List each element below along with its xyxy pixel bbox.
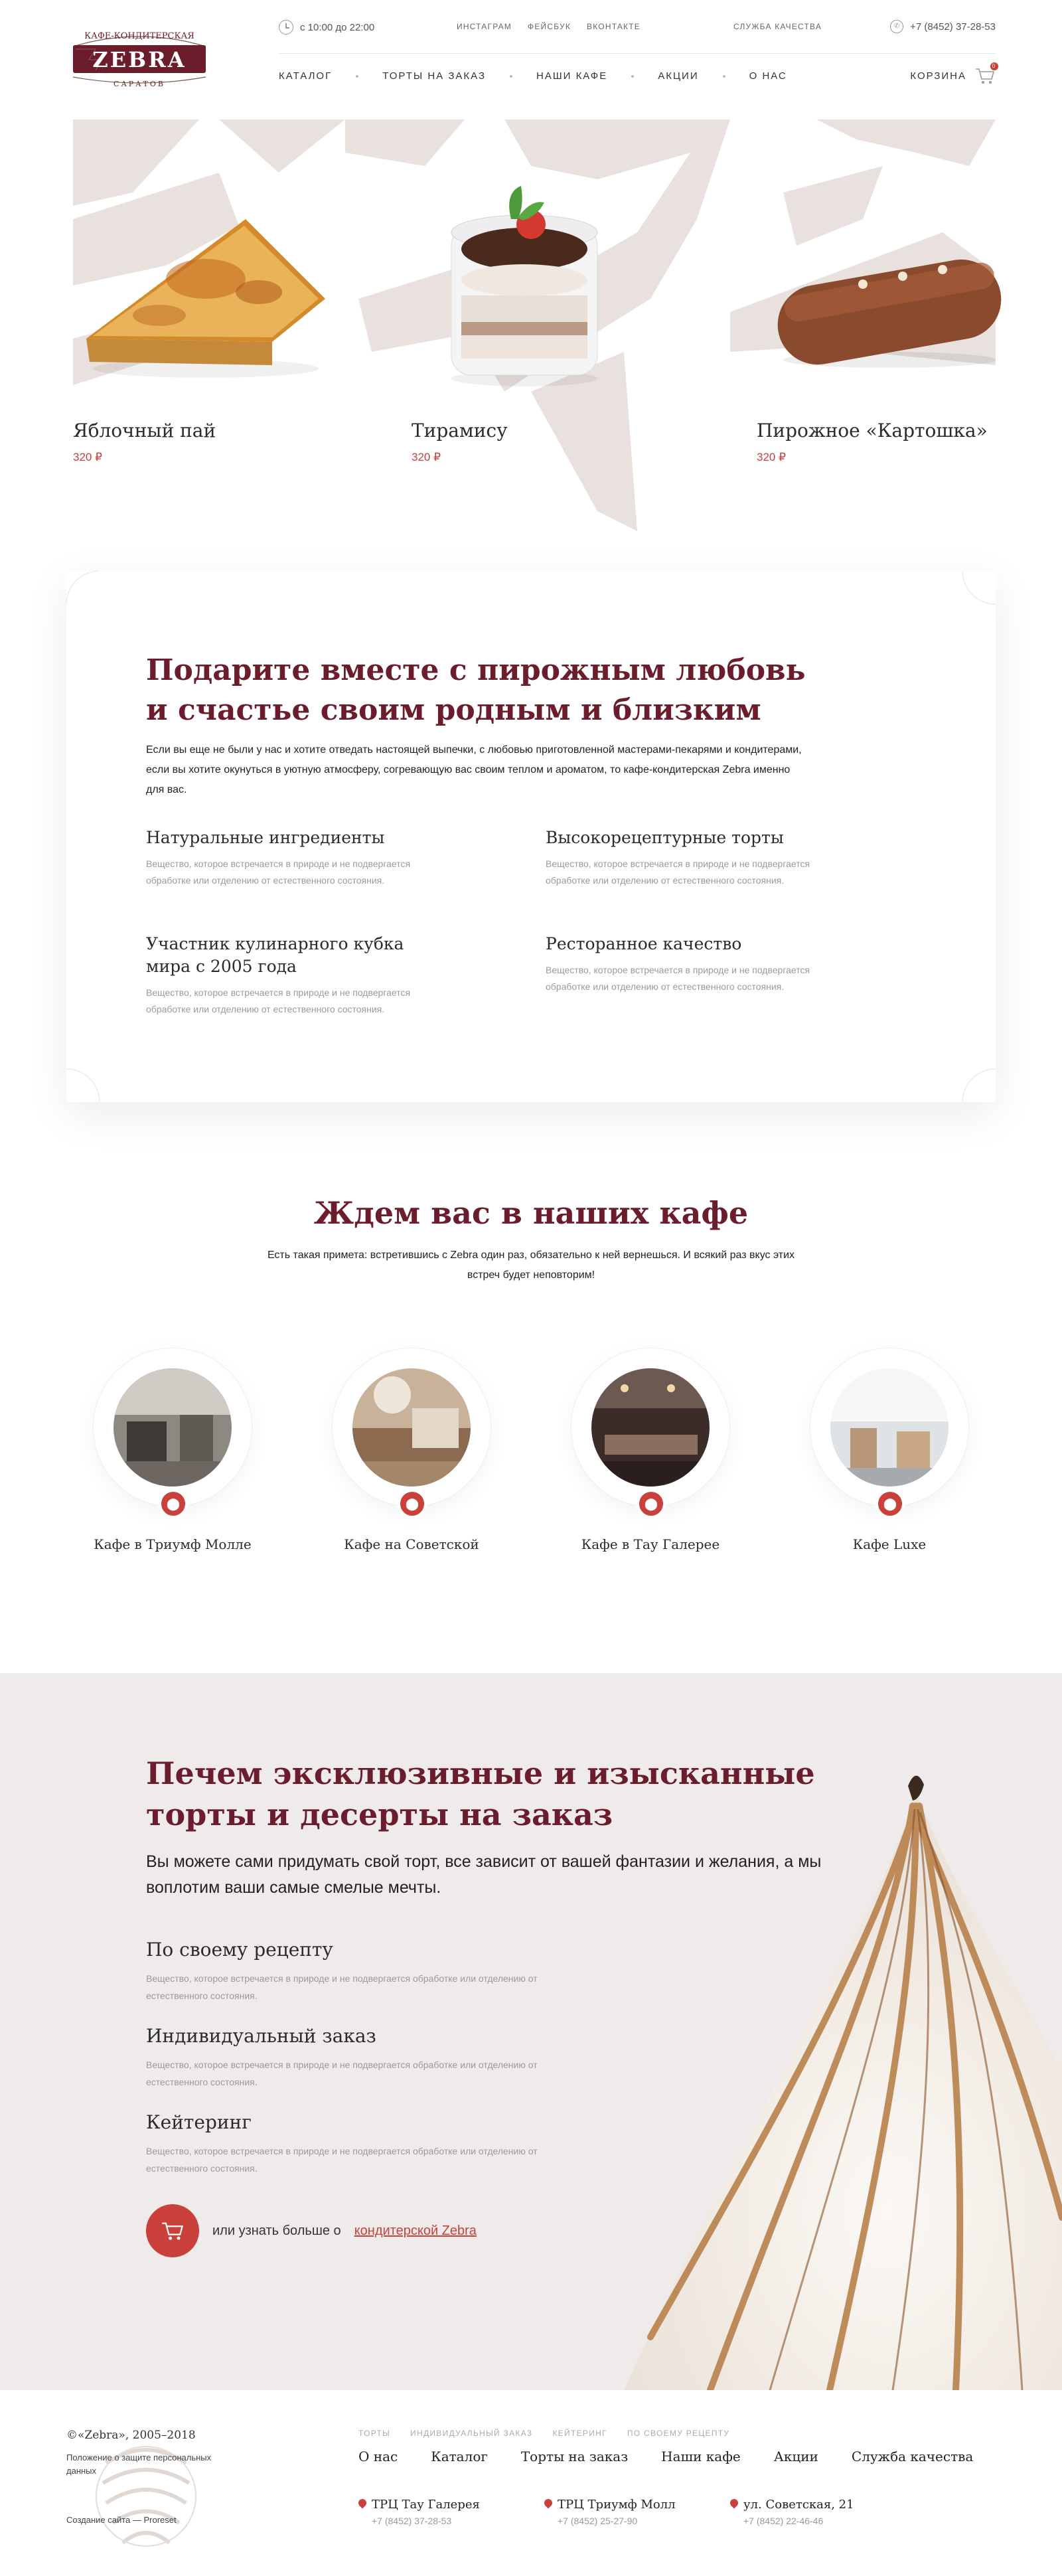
feature-item (546, 933, 851, 995)
nav-separator (723, 75, 725, 78)
card-corner-decoration (66, 571, 106, 611)
footer-address[interactable] (544, 2498, 717, 2526)
cakes-title: Печем эксклюзивные и изысканные торты и десерты на заказ (146, 1755, 815, 1832)
svg-text:САРАТОВ: САРАТОВ (114, 80, 165, 88)
working-hours (279, 20, 374, 35)
svg-text:КАФЕ-КОНДИТЕРСКАЯ: КАФЕ-КОНДИТЕРСКАЯ (84, 31, 194, 41)
product-card[interactable] (412, 420, 508, 464)
social-link-vk[interactable]: ВКОНТАКТЕ (587, 22, 641, 31)
nav-item-catalog[interactable]: КАТАЛОГ (279, 70, 333, 82)
feature-description: Вещество, которое встречается в природе и не подвергается обработке или отделению от естественного состояния. (546, 965, 810, 992)
nav-item-our-cafes[interactable]: НАШИ КАФЕ (536, 70, 608, 82)
address-phone: +7 (8452) 37-28-53 (372, 2516, 452, 2526)
address-name: ТРЦ Триумф Молл (544, 2498, 717, 2512)
footer-nav-about[interactable]: О нас (358, 2449, 398, 2464)
feature-title: Натуральные ингредиенты (146, 828, 385, 847)
cart-icon (974, 63, 997, 85)
header-phone[interactable] (890, 20, 996, 33)
feature-item (546, 827, 851, 889)
svg-text:ZЕBRA: ZЕBRA (92, 47, 187, 72)
zebra-watermark-icon (93, 2423, 199, 2563)
address-phone: +7 (8452) 22-46-46 (743, 2516, 824, 2526)
product-price: 320 ₽ (757, 451, 786, 463)
cafe-photo (591, 1368, 710, 1487)
cafe-photo-ring (571, 1348, 730, 1510)
cafe-card[interactable] (312, 1348, 511, 1552)
product-price: 320 ₽ (73, 451, 102, 463)
quality-service-link[interactable]: СЛУЖБА КАЧЕСТВА (733, 22, 822, 31)
cafes-lead: Есть такая примета: встретившись с Zebra один раз, обязательно к ней вернешься. И всякий раз вкус этих встреч будет неповторим! (267, 1249, 795, 1281)
service-title: По своему рецепту (146, 1939, 333, 1961)
cart-order-button[interactable] (146, 2204, 199, 2257)
map-pin-icon[interactable]: ⬤ (875, 1489, 905, 1518)
apple-pie-image[interactable] (73, 199, 339, 385)
cafe-photo-ring (810, 1348, 969, 1510)
footer-nav-promotions[interactable]: Акции (773, 2449, 818, 2464)
made-by-link[interactable]: Создание сайта — Proreset (66, 2515, 177, 2525)
main-nav (279, 70, 787, 82)
about-zebra-link[interactable]: кондитерской Zebra (354, 2223, 477, 2238)
cart-icon (161, 2220, 185, 2241)
service-item[interactable] (146, 1939, 544, 2004)
cafe-card[interactable] (73, 1348, 272, 1552)
cafe-card[interactable] (551, 1348, 750, 1552)
social-links (457, 22, 641, 31)
card-corner-decoration (956, 571, 996, 611)
cafe-name: Кафе в Триумф Молле (94, 1536, 252, 1552)
cafe-photo (830, 1368, 948, 1487)
feature-title: Ресторанное качество (546, 934, 742, 953)
address-name: ТРЦ Тау Галерея (358, 2498, 531, 2512)
about-lead: Если вы еще не были у нас и хотите отведать настоящей выпечки, с любовью приготовленной мастерами-пекарями и кондитерами, если вы хотите окунуться в уютную атмосферу, согревающую вас своим теплом и ароматом, то кафе-кондитерская Zebra именно для вас. (146, 744, 802, 795)
footer-nav-cafes[interactable]: Наши кафе (661, 2449, 741, 2464)
feature-description: Вещество, которое встречается в природе и не подвергается обработке или отделению от естественного состояния. (146, 987, 411, 1014)
cart-button[interactable] (910, 63, 997, 85)
footer-subnav-recipe[interactable]: ПО СВОЕМУ РЕЦЕПТУ (627, 2429, 730, 2438)
cafe-card[interactable] (790, 1348, 989, 1552)
clock-icon (279, 20, 293, 35)
header-top-bar (279, 20, 996, 36)
about-card (66, 571, 996, 1102)
cafe-photo (352, 1368, 471, 1487)
product-name: Пирожное «Картошка» (757, 420, 988, 442)
product-price: 320 ₽ (412, 451, 441, 463)
cta-text: или узнать больше о (212, 2223, 341, 2238)
footer-subnav-cakes[interactable]: ТОРТЫ (358, 2429, 391, 2438)
product-card[interactable] (73, 420, 216, 464)
privacy-policy-link[interactable]: Положение о защите персональных данных (66, 2453, 212, 2476)
tiramisu-image[interactable] (438, 166, 611, 392)
service-title: Индивидуальный заказ (146, 2025, 376, 2047)
phone-text: +7 (8452) 37-28-53 (910, 21, 996, 33)
service-description: Вещество, которое встречается в природе и не подвергается обработке или отделению от естественного состояния. (146, 2059, 538, 2087)
feature-title: Высокорецептурные торты (546, 828, 784, 847)
footer-nav-quality[interactable]: Служба качества (851, 2449, 974, 2464)
address-name: ул. Советская, 21 (730, 2498, 903, 2512)
service-description: Вещество, которое встречается в природе и не подвергается обработке или отделению от естественного состояния. (146, 2146, 538, 2174)
social-link-facebook[interactable]: ФЕЙСБУК (528, 22, 571, 31)
footer-subnav (358, 2429, 729, 2438)
hours-text: с 10:00 до 22:00 (300, 21, 375, 33)
address-phone: +7 (8452) 25-27-90 (558, 2516, 638, 2526)
map-pin-icon[interactable]: ⬤ (398, 1489, 427, 1518)
cafe-name: Кафе в Тау Галерее (581, 1536, 720, 1552)
cafes-title: Ждем вас в наших кафе (313, 1195, 749, 1231)
footer (0, 2390, 1062, 2576)
cafe-name: Кафе Luxe (852, 1536, 927, 1552)
zebra-logo-icon (69, 20, 210, 92)
service-item[interactable] (146, 2111, 544, 2177)
about-title: Подарите вместе с пирожным любовь и счастье своим родным и близким (146, 653, 806, 727)
order-cta (146, 2204, 477, 2257)
card-corner-decoration (66, 1062, 106, 1102)
product-name: Тирамису (412, 420, 508, 442)
card-corner-decoration (956, 1062, 996, 1102)
service-description: Вещество, которое встречается в природе и не подвергается обработке или отделению от естественного состояния. (146, 1973, 538, 2001)
nav-item-promotions[interactable]: АКЦИИ (658, 70, 699, 82)
phone-icon: ✆ (890, 20, 903, 33)
footer-address[interactable] (358, 2498, 531, 2526)
header-divider (279, 53, 996, 54)
copyright: ©«Zebra», 2005–2018 (66, 2429, 196, 2442)
cafe-name: Кафе на Советской (344, 1536, 479, 1552)
featured-products (0, 113, 1062, 538)
cakes-lead: Вы можете сами придумать свой торт, все зависит от вашей фантазии и желания, а мы воплотим ваши самые смелые мечты. (146, 1852, 822, 1897)
cafe-photo-ring (332, 1348, 491, 1510)
map-pin-icon[interactable]: ⬤ (637, 1489, 666, 1518)
product-name: Яблочный пай (73, 420, 216, 442)
feature-description: Вещество, которое встречается в природе и не подвергается обработке или отделению от естественного состояния. (546, 858, 810, 886)
map-pin-icon[interactable]: ⬤ (159, 1489, 188, 1518)
feature-description: Вещество, которое встречается в природе и не подвергается обработке или отделению от естественного состояния. (146, 858, 411, 886)
cart-label: КОРЗИНА (910, 70, 966, 82)
feature-title: Участник кулинарного кубка мира с 2005 года (146, 934, 404, 976)
feature-item (146, 827, 451, 889)
footer-subnav-catering[interactable]: КЕЙТЕРИНГ (552, 2429, 607, 2438)
footer-address[interactable] (730, 2498, 903, 2526)
nav-item-about[interactable]: О НАС (749, 70, 787, 82)
cart-count-badge: 0 (990, 62, 998, 70)
feature-item (146, 933, 438, 1018)
cafe-photo-ring (93, 1348, 252, 1510)
footer-subnav-individual[interactable]: ИНДИВИДУАЛЬНЫЙ ЗАКАЗ (410, 2429, 533, 2438)
nav-separator (356, 75, 358, 78)
custom-cakes-section (0, 1673, 1062, 2390)
logo[interactable] (69, 20, 210, 92)
product-card[interactable] (757, 420, 988, 464)
footer-nav-catalog[interactable]: Каталог (431, 2449, 488, 2464)
social-link-instagram[interactable]: ИНСТАГРАМ (457, 22, 512, 31)
nav-separator (631, 75, 634, 78)
service-title: Кейтеринг (146, 2111, 252, 2133)
nav-separator (510, 75, 512, 78)
footer-nav-custom-cakes[interactable]: Торты на заказ (520, 2449, 629, 2464)
service-item[interactable] (146, 2025, 544, 2091)
cafe-photo (114, 1368, 232, 1487)
nav-item-custom-cakes[interactable]: ТОРТЫ НА ЗАКАЗ (382, 70, 487, 82)
footer-nav (358, 2449, 973, 2464)
kartoshka-cake-image[interactable] (763, 239, 1016, 372)
